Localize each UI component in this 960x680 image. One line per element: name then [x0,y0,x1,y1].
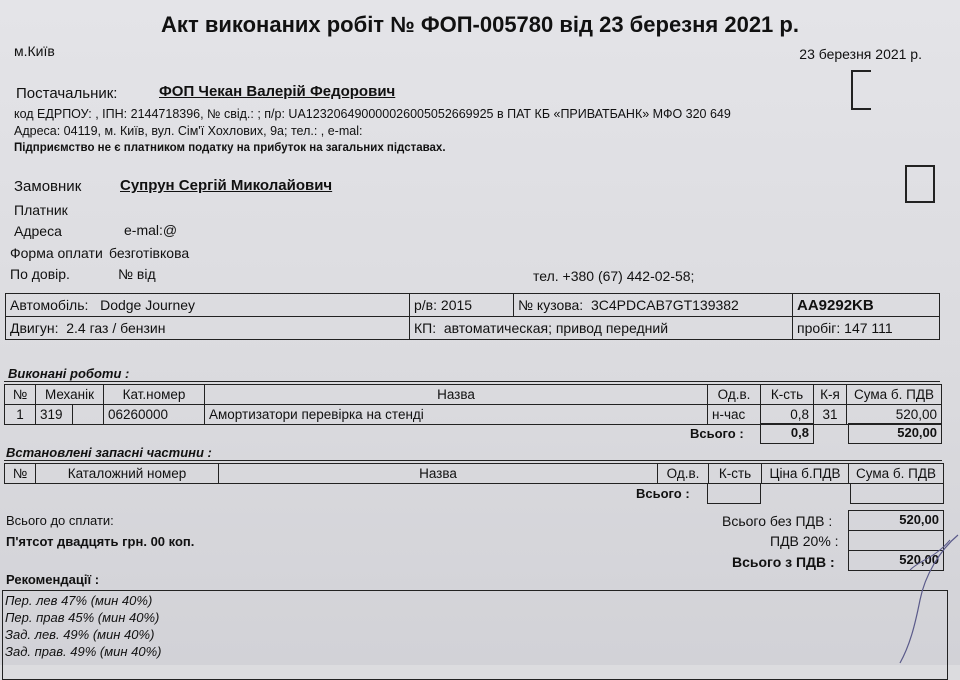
works-total-sum: 520,00 [848,423,942,444]
due-label: Всього до сплати: [6,513,114,528]
works-col-no: № [5,385,36,405]
supplier-address: Адреса: 04119, м. Київ, вул. Сім'ї Хохлових, 9а; тел.: , e-mal: [14,124,363,138]
parts-total-qty [707,483,761,504]
vin-label: № кузова: [518,297,584,313]
engine-label: Двигун: [10,320,59,336]
address-label: Адреса [14,223,62,239]
gearbox-value: автоматическая; привод передний [443,320,669,336]
supplier-tax-note: Підприємство не є платником податку на прибуток на загальних підставах. [14,142,446,154]
vehicle-gearbox-cell [410,317,793,340]
vehicle-table [5,293,940,340]
with-vat-label: Всього з ПДВ : [732,554,835,570]
works-col-mechanic: Механік [36,385,104,405]
works-col-coef: К-я [814,385,847,405]
stamp-bracket [851,70,871,110]
work-no: 1 [5,405,36,425]
supplier-name: ФОП Чекан Валерій Федорович [159,83,396,100]
vehicle-engine-cell [6,317,410,340]
vat-label: ПДВ 20% : [770,533,839,549]
works-col-qty: К-сть [761,385,814,405]
works-col-name: Назва [205,385,708,405]
vehicle-year-cell [410,294,514,317]
car-value: Dodge Journey [100,297,196,313]
year-value: 2015 [440,297,473,313]
works-col-sum: Сума б. ПДВ [847,385,942,405]
works-col-catno: Кат.номер [104,385,205,405]
parts-col-name: Назва [219,464,658,484]
parts-total-sum [850,483,944,504]
customer-label: Замовник [14,178,82,195]
parts-total-label: Всього : [636,486,690,501]
payment-form-value: безготівкова [109,245,190,261]
parts-table [4,463,944,484]
recommendation-line: Пер. прав 45% (мин 40%) [5,610,160,625]
work-unit: н-час [708,405,761,425]
customer-name: Супрун Сергій Миколайович [120,177,333,194]
work-name: Амортизатори перевірка на стенді [205,405,708,425]
works-table [4,384,942,425]
works-heading: Виконані роботи : [8,366,130,381]
work-coef: 31 [814,405,847,425]
car-label: Автомобіль: [10,297,89,313]
recommendation-line: Пер. лев 47% (мин 40%) [5,593,153,608]
works-total-label: Всього : [690,426,744,441]
gearbox-label: КП: [414,320,437,336]
mileage-value: 147 111 [844,320,893,336]
parts-col-no: № [5,464,36,484]
vin-value: 3C4PDCAB7GT139382 [590,297,739,313]
vehicle-vin-cell [514,294,793,317]
parts-col-unit: Од.в. [658,464,709,484]
work-mechanic: 319 [36,405,73,425]
works-col-unit: Од.в. [708,385,761,405]
plate-number: AA9292KB [793,294,940,317]
works-header-row [5,385,942,405]
parts-header-row [5,464,944,484]
year-label: р/в: [414,297,438,313]
parts-col-sum: Сума б. ПДВ [849,464,944,484]
engine-value: 2.4 газ / бензин [66,320,166,336]
no-vat-value: 520,00 [848,510,944,531]
recommendation-line: Зад. лев. 49% (мин 40%) [5,627,155,642]
works-heading-rule [4,381,940,382]
vehicle-car-cell [6,294,410,317]
with-vat-value: 520,00 [848,550,944,571]
customer-email: e-mal:@ [124,222,178,238]
work-qty: 0,8 [761,405,814,425]
parts-heading-rule [4,460,942,461]
supplier-label: Постачальник: [16,85,118,102]
customer-phone: тел. +380 (67) 442-02-58; [533,268,695,284]
work-mechanic-extra [73,405,104,425]
table-row [5,405,942,425]
city: м.Київ [14,43,55,59]
vehicle-mileage-cell [793,317,940,340]
proxy-number: № від [118,266,156,282]
parts-col-qty: К-сть [709,464,762,484]
payment-form-label: Форма оплати [10,245,103,261]
document-title: Акт виконаних робіт № ФОП-005780 від 23 березня 2021 р. [161,12,799,37]
work-catno: 06260000 [104,405,205,425]
stamp-box [905,165,935,203]
recommendations-box [2,590,948,680]
parts-col-price: Ціна б.ПДВ [762,464,849,484]
supplier-requisites: код ЕДРПОУ: , ІПН: 2144718396, № свід.: ; п/р: UA123206490000026005052669925 в ПАТ КБ «ПРИВАТБАНК» МФО 320 649 [14,107,731,121]
amount-in-words: П'ятсот двадцять грн. 00 коп. [6,534,195,549]
proxy-label: По довір. [10,266,70,282]
parts-heading: Встановлені запасні частини : [6,445,212,460]
document-date: 23 березня 2021 р. [799,46,922,62]
parts-col-catno: Каталожний номер [36,464,219,484]
signature-stroke [880,530,960,665]
recommendation-line: Зад. прав. 49% (мин 40%) [5,644,162,659]
mileage-label: пробіг: [797,320,841,336]
work-sum: 520,00 [847,405,942,425]
works-total-qty: 0,8 [760,423,814,444]
recommendations-heading: Рекомендації : [6,572,100,587]
no-vat-label: Всього без ПДВ : [722,513,833,529]
payer-label: Платник [14,202,68,218]
